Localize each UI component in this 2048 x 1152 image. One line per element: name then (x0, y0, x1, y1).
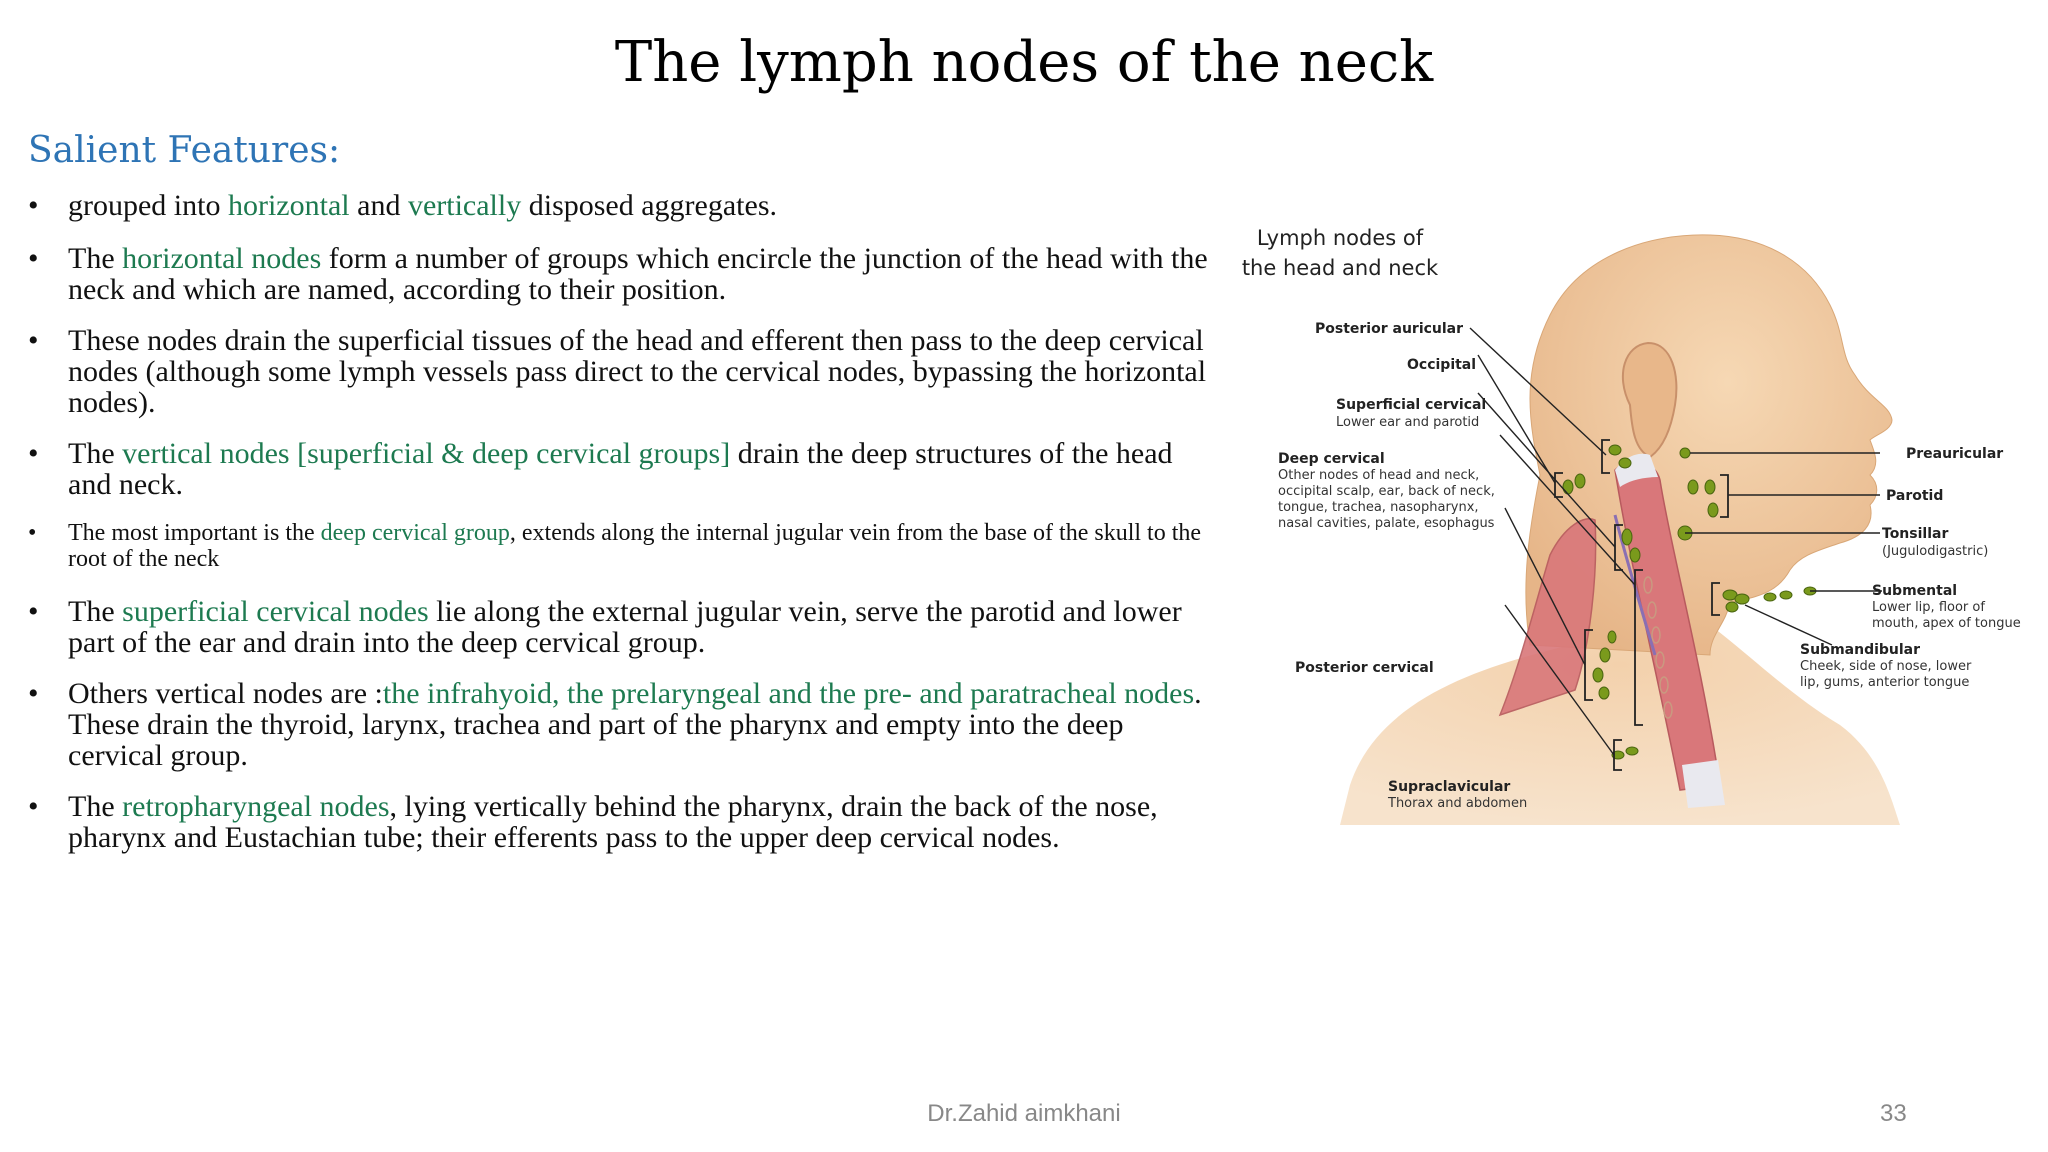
bullet-highlight: horizontal (227, 189, 350, 222)
label-preauricular: Preauricular (1906, 446, 2004, 462)
bullet-text: grouped into (68, 189, 228, 222)
slide-title: The lymph nodes of the neck (614, 30, 1434, 95)
lymph-node (1609, 445, 1621, 455)
bullet-list (28, 190, 1208, 853)
bullet-text: , lying vertically behind the pharynx, drain the back of the nose, pharynx and Eustachian tube; their efferents pass to the upper deep cervical nodes. (68, 790, 1158, 854)
lymph-node (1705, 480, 1715, 494)
label-deep-cervical: Deep cervical (1278, 451, 1385, 467)
label-deep-cervical-sub4: nasal cavities, palate, esophagus (1278, 516, 1495, 531)
lymph-node (1626, 747, 1638, 755)
lymph-node (1688, 480, 1698, 494)
bullet-text: Others vertical nodes are : (68, 677, 383, 710)
bullet-marker: • (28, 189, 39, 222)
bullet-highlight: vertically (407, 189, 522, 222)
bullet-text: , extends along the internal jugular vein from the base of the skull to the root of the neck (68, 520, 1202, 572)
bullet-item (28, 438, 1208, 500)
lymph-node (1780, 591, 1792, 599)
label-parotid: Parotid (1886, 488, 1944, 504)
bullet-marker: • (28, 324, 39, 357)
salient-features-heading: Salient Features: (28, 130, 341, 171)
bullet-item (28, 596, 1208, 658)
label-submandibular-sub2: lip, gums, anterior tongue (1800, 675, 1970, 690)
bullet-text: disposed aggregates. (521, 189, 777, 222)
bullet-marker: • (28, 242, 39, 275)
bullet-text: The (68, 242, 123, 275)
bullet-text: . These drain the thyroid, larynx, trachea and part of the pharynx and empty into the deep cervical group. (68, 677, 1202, 772)
lymph-node (1608, 631, 1616, 643)
lymph-node (1708, 503, 1718, 517)
bullet-text: The (68, 790, 123, 823)
label-submental-sub2: mouth, apex of tongue (1872, 616, 2021, 631)
label-deep-cervical-sub3: tongue, trachea, nasopharynx, (1278, 500, 1479, 515)
bullet-item (28, 190, 1208, 221)
bullet-marker: • (28, 595, 39, 628)
bullet-text: lie along the external jugular vein, serve the parotid and lower part of the ear and drain into the deep cervical group. (68, 595, 1182, 659)
label-superficial-cervical: Superficial cervical (1336, 397, 1487, 413)
label-deep-cervical-sub1: Other nodes of head and neck, (1278, 468, 1480, 483)
page-number: 33 (1880, 1100, 1907, 1127)
lymph-nodes-diagram (1230, 225, 2030, 845)
lymph-node (1599, 687, 1609, 699)
bullet-text: form a number of groups which encircle the junction of the head with the neck and which are named, according to their position. (68, 242, 1208, 306)
figure-title-line1: Lymph nodes of (1256, 226, 1424, 250)
label-tonsillar: Tonsillar (1882, 526, 1949, 542)
lymph-node (1764, 593, 1776, 601)
bullet-text: drain the deep structures of the head and neck. (68, 437, 1173, 501)
label-submandibular: Submandibular (1800, 642, 1921, 658)
lymph-node (1600, 648, 1610, 662)
bullet-text: The most important is the (68, 520, 321, 546)
bullet-highlight: deep cervical group (320, 520, 510, 546)
bullet-highlight: superficial cervical nodes (122, 595, 429, 628)
label-tonsillar-sub: (Jugulodigastric) (1882, 544, 1989, 559)
label-supraclavicular-sub: Thorax and abdomen (1388, 796, 1528, 811)
label-submental: Submental (1872, 583, 1958, 599)
bullet-item (28, 243, 1208, 305)
label-superficial-cervical-sub: Lower ear and parotid (1336, 415, 1480, 430)
lymph-node (1726, 602, 1738, 612)
bullet-highlight: the infrahyoid, the prelaryngeal and the pre- and paratracheal nodes (382, 677, 1195, 710)
lymph-node (1735, 594, 1749, 604)
tendon (1682, 760, 1725, 808)
lymph-node (1622, 529, 1632, 545)
label-posterior-cervical: Posterior cervical (1295, 660, 1434, 676)
bullet-item (28, 791, 1208, 853)
label-posterior-auricular: Posterior auricular (1315, 321, 1464, 337)
bullet-text: These nodes drain the superficial tissues of the head and efferent then pass to the deep cervical nodes (although some lymph vessels pass direct to the cervical nodes, bypassing the horizontal nodes). (68, 324, 1207, 419)
lymph-node (1593, 668, 1603, 682)
footer-author: Dr.Zahid aimkhani (927, 1100, 1121, 1127)
bullet-marker: • (28, 790, 39, 823)
bullet-highlight: vertical nodes [superficial & deep cervical groups] (122, 437, 731, 470)
lymph-node (1630, 548, 1640, 562)
lymph-node (1563, 480, 1573, 494)
bullet-item (28, 325, 1208, 418)
bullet-highlight: horizontal nodes (122, 242, 322, 275)
label-submental-sub1: Lower lip, floor of (1872, 600, 1985, 615)
label-supraclavicular: Supraclavicular (1388, 779, 1511, 795)
bullet-text: The (68, 437, 123, 470)
label-occipital: Occipital (1407, 357, 1477, 373)
leader-line (1745, 605, 1832, 645)
bullet-item (28, 520, 1208, 572)
figure-title-line2: the head and neck (1241, 256, 1439, 280)
bullet-text: The (68, 595, 123, 628)
bullet-marker: • (28, 437, 39, 470)
bullet-marker: • (28, 677, 39, 710)
bullet-text: and (349, 189, 408, 222)
label-submandibular-sub1: Cheek, side of nose, lower (1800, 659, 1972, 674)
bullet-item (28, 678, 1208, 771)
label-deep-cervical-sub2: occipital scalp, ear, back of neck, (1278, 484, 1495, 499)
lymph-node (1575, 474, 1585, 488)
lymph-node (1619, 458, 1631, 468)
bullet-highlight: retropharyngeal nodes (122, 790, 390, 823)
bullet-marker: • (28, 520, 37, 546)
lymph-node (1680, 448, 1690, 458)
diagram-svg (1230, 225, 2030, 845)
